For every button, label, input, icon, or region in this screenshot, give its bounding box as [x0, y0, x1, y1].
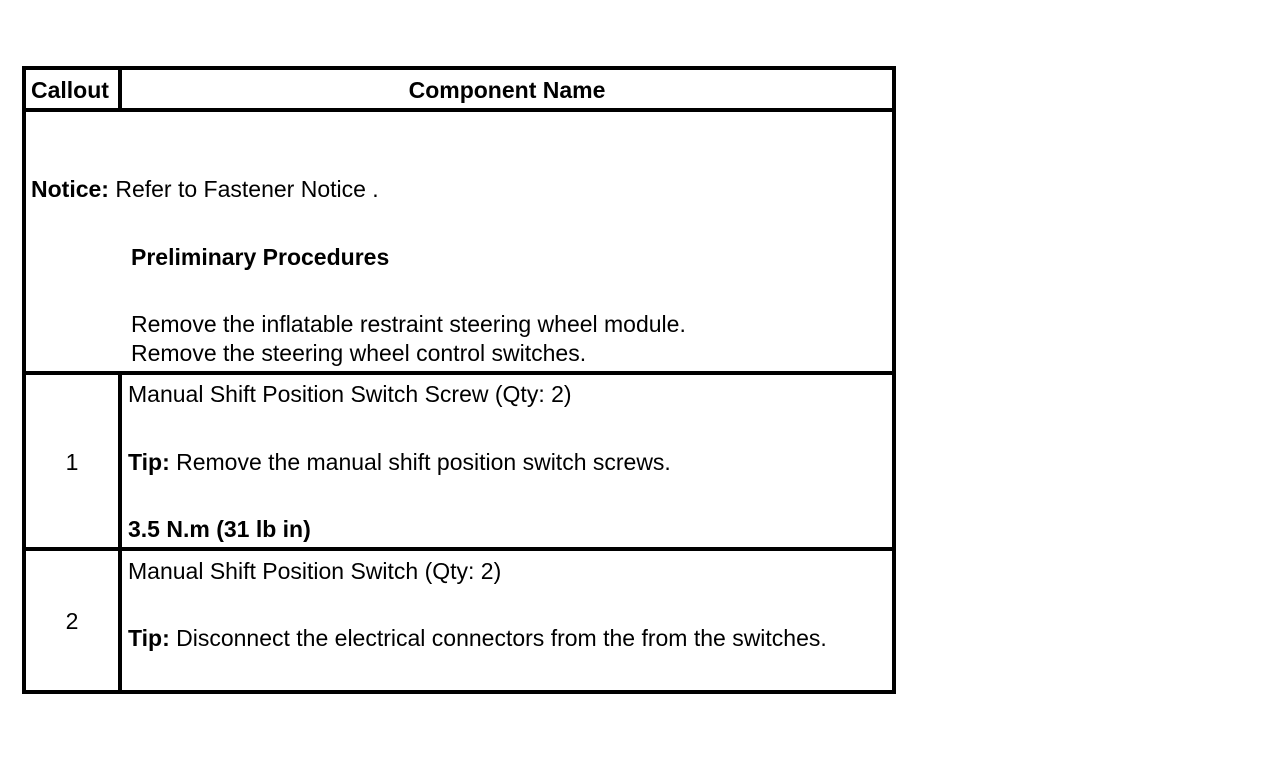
tip-text: Remove the manual shift position switch screws. [176, 449, 671, 475]
component-column-header: Component Name [408, 77, 606, 103]
body-column-divider [118, 371, 122, 694]
row-tip [128, 624, 827, 652]
callout-column-header: Callout [31, 77, 109, 103]
row-divider [22, 547, 896, 551]
row-component-name: Manual Shift Position Switch (Qty: 2) [128, 558, 502, 584]
preliminary-step: Remove the steering wheel control switches. [131, 340, 587, 366]
row-component-name: Manual Shift Position Switch Screw (Qty: 2) [128, 381, 572, 407]
tip-label: Tip: [128, 449, 170, 475]
preliminary-step: Remove the inflatable restraint steering wheel module. [131, 311, 686, 337]
notice [31, 175, 379, 203]
header-divider [22, 108, 896, 112]
intro-divider [22, 371, 896, 375]
tip-text: Disconnect the electrical connectors from the from the switches. [176, 625, 827, 651]
row-tip [128, 448, 671, 476]
tip-label: Tip: [128, 625, 170, 651]
preliminary-procedures-heading: Preliminary Procedures [131, 244, 390, 270]
row-callout-number: 2 [65, 608, 79, 634]
row-callout-number: 1 [65, 449, 79, 475]
notice-text: Refer to Fastener Notice . [115, 176, 379, 202]
notice-label: Notice: [31, 176, 109, 202]
row-torque-spec: 3.5 N.m (31 lb in) [128, 516, 311, 542]
